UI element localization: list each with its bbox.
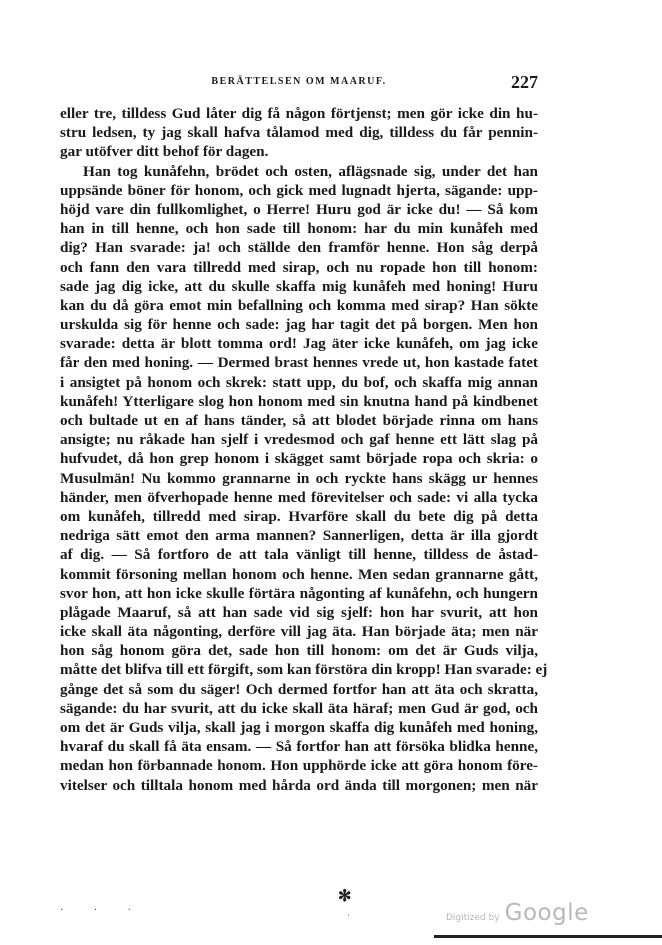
text-line: vitelser och tilltala honom med hårda ord ända till morgonen; men när bbox=[60, 776, 538, 794]
text-line: nedriga sätt emot den arma mannen? Sannerligen, detta är illa gjordt bbox=[60, 527, 538, 545]
text-line: Musulmän! Nu kommo grannarne in och ryckte hans skägg ur hennes bbox=[60, 469, 538, 487]
text-line: stru ledsen, ty jag skall hafva tålamod med dig, tilldess du får pennin- bbox=[60, 124, 538, 142]
text-line: hufvudet, då hon grep honom i skägget samt började ropa och skria: o bbox=[60, 450, 538, 468]
text-line: om kunåfeh, tillredd med sirap. Hvarföre skall du bete dig på detta bbox=[60, 507, 538, 525]
text-line: om det är Guds vilja, skall jag i morgon skaffa dig kunåfeh med honing, bbox=[60, 719, 538, 736]
text-line: af dig. — Så fortforo de att tala vänligt till henne, tilldess de åstad- bbox=[60, 546, 538, 564]
google-logo: Google bbox=[504, 900, 589, 926]
text-line: får den med honing. — Dermed brast hennes vrede ut, hon kastade fatet bbox=[60, 354, 538, 372]
text-line: och fann den vara tillredd med sirap, och nu ropade hon till honom: bbox=[60, 258, 538, 276]
print-specks: · · · bbox=[60, 905, 145, 916]
ink-blot-ornament: ✻ bbox=[338, 888, 352, 905]
text-line: ansigte; nu råkade han sjelf i vredesmod och gaf henne ett lätt slag på bbox=[60, 431, 538, 449]
running-head bbox=[60, 72, 538, 92]
text-line: gånge det så som du säger! Och dermed fortfor han att äta och skratta, bbox=[60, 680, 538, 698]
text-line: svarade: detta är blott tomma ord! Jag äter icke kunåfeh, om jag icke bbox=[60, 335, 538, 353]
text-line: icke skall äta någonting, derföre vill jag äta. Han började äta; men när bbox=[60, 623, 538, 641]
text-line: sade jag dig icke, att du skulle skaffa mig kunåfeh med honing! Huru bbox=[60, 277, 538, 295]
text-line: i ansigtet på honom och skrek: statt upp, du bof, och skaffa mig annan bbox=[60, 373, 538, 391]
scan-edge-rule bbox=[434, 935, 662, 938]
text-line: svor hon, att hon icke skulle förtära någonting af kunåfehn, och hungern bbox=[60, 584, 538, 602]
page-number: 227 bbox=[511, 72, 538, 92]
text-line: kan du då göra emot min befallning och komma med sirap? Han sökte bbox=[60, 296, 538, 314]
text-line: Han tog kunåfehn, brödet och osten, aflägsnade sig, under det han bbox=[83, 162, 538, 180]
text-line: händer, men öfverhopade henne med förevitelser och sade: vi alla tycka bbox=[60, 488, 538, 506]
text-line: höjd vare din fullkomlighet, o Herre! Huru god är icke du! — Så kom bbox=[60, 200, 538, 218]
text-line: gar utöfver ditt behof för dagen. bbox=[60, 143, 269, 161]
digitized-watermark bbox=[446, 900, 589, 928]
text-line: urskulda sig för henne och sade: jag har tagit det på borgen. Men hon bbox=[60, 316, 538, 334]
text-line: och bultade ut en af hans tänder, så att blodet började rinna om hans bbox=[60, 412, 538, 429]
text-line: hon såg honom göra det, sade hon till honom: om det är Guds vilja, bbox=[60, 642, 538, 660]
text-line: uppsände böner för honom, och gick med lugnadt hjerta, sägande: upp- bbox=[60, 181, 538, 199]
text-line: hvaraf du skall få äta ensam. — Så fortfor han att försöka blidka henne, bbox=[60, 738, 538, 756]
text-line: sägande: du har svurit, att du icke skall äta häraf; men Gud är god, och bbox=[60, 699, 538, 717]
text-line: plågade Maaruf, så att han sade vid sig sjelf: hon har svurit, att hon bbox=[60, 603, 538, 621]
text-line: dig? Han svarade: ja! och ställde den framför henne. Hon såg derpå bbox=[60, 239, 538, 257]
body-text bbox=[60, 104, 548, 795]
text-line: eller tre, tilldess Gud låter dig få någon förtjenst; men gör icke din hu- bbox=[60, 105, 538, 122]
watermark-prefix: Digitized by bbox=[446, 913, 500, 923]
text-line: måtte det blifva till ett förgift, som kan förstöra din kropp! Han svarade: ej bbox=[60, 661, 548, 679]
text-line: medan hon förbannade honom. Hon upphörde icke att göra honom före- bbox=[60, 757, 538, 775]
text-line: kunåfeh! Ytterligare slog hon honom med sin knutna hand på kindbenet bbox=[60, 392, 538, 410]
text-line: han in till henne, och hon sade till honom: har du min kunåfeh med bbox=[60, 220, 538, 238]
text-line: kommit försoning mellan honom och henne. Men sedan grannarne gått, bbox=[60, 565, 538, 583]
print-speck: · bbox=[347, 910, 350, 920]
running-title: BERÄTTELSEN OM MAARUF. bbox=[211, 76, 387, 87]
